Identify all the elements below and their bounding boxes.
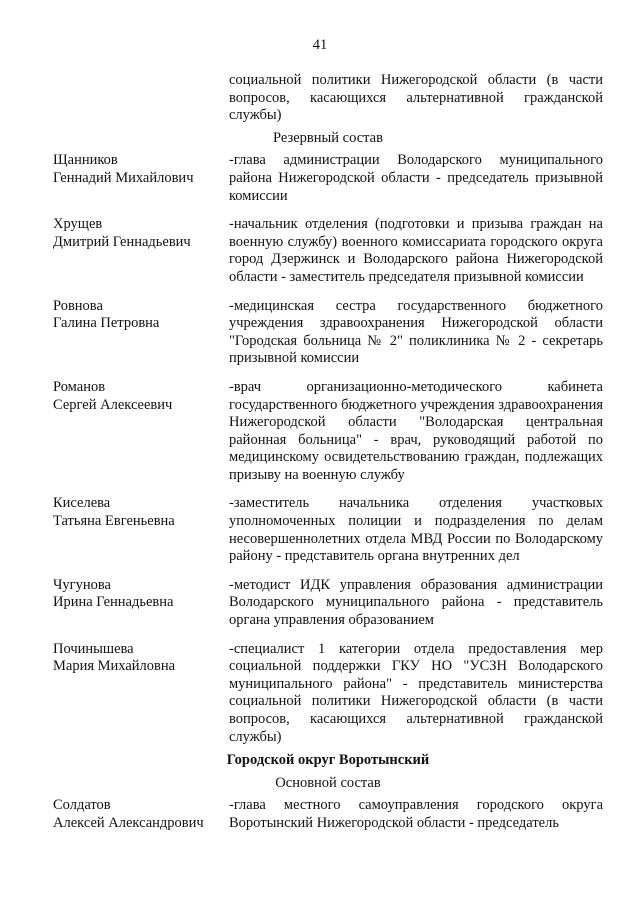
- member-role: -медицинская сестра государственного бюджетного учреждения здравоохранения Нижегородской области "Городская больница № 2" поликлиника № 2 - секретарь призывной комиссии: [229, 297, 603, 367]
- member-surname: Чугунова: [53, 576, 111, 593]
- member-row: [53, 379, 603, 485]
- member-name: [53, 216, 229, 286]
- member-given-names: Геннадий Михайлович: [53, 169, 194, 186]
- reserve-heading: Резервный состав: [273, 129, 383, 146]
- district-heading: Городской округ Воротынский: [226, 752, 430, 769]
- member-surname: Починышева: [53, 640, 134, 657]
- continued-role-text: социальной политики Нижегородской области (в части вопросов, касающихся альтернативной гражданской службы): [229, 72, 603, 124]
- member-row: [53, 152, 603, 205]
- member-row: [53, 797, 603, 832]
- main-composition-heading: Основной состав: [275, 774, 381, 791]
- member-name: [53, 152, 229, 205]
- member-given-names: Мария Михайловна: [53, 658, 176, 675]
- member-surname: Романов: [53, 378, 106, 395]
- member-name: [53, 641, 229, 747]
- member-role: -специалист 1 категории отдела предоставления мер социальной поддержки ГКУ НО "УСЗН Володарского муниципального района" - представитель министерства социальной политики Нижегородской области (в части вопросов, касающихся альтернативной гражданской службы): [229, 640, 603, 745]
- member-given-names: Татьяна Евгеньевна: [53, 513, 175, 530]
- member-name: [53, 298, 229, 368]
- member-given-names: Ирина Геннадьевна: [53, 594, 174, 611]
- member-row: [53, 216, 603, 286]
- member-role: -начальник отделения (подготовки и призыва граждан на военную службу) военного комиссариата городского округа город Дзержинск и Володарского района Нижегородской области - заместитель председателя призывной комиссии: [229, 216, 603, 285]
- member-row: [53, 641, 603, 747]
- member-row: [53, 495, 603, 565]
- member-role: -глава администрации Володарского муниципального района Нижегородской области - председатель призывной комиссии: [229, 152, 603, 204]
- member-given-names: Сергей Алексеевич: [53, 396, 173, 413]
- member-row: [53, 298, 603, 368]
- member-row: [53, 577, 603, 630]
- member-name: [53, 577, 229, 630]
- member-surname: Хрущев: [53, 216, 103, 233]
- member-role: -врач организационно-методического кабинета государственного бюджетного учреждения здравоохранения Нижегородской области "Володарская центральная районная больница" - врач, руководящий работой по медицинскому освидетельствованию граждан, подлежащих призыву на военную службу: [229, 378, 603, 483]
- member-role: -заместитель начальника отделения участковых уполномоченных полиции и подразделения по делам несовершеннолетних отдела МВД России по Володарскому району - представитель органа внутренних дел: [229, 495, 603, 565]
- member-surname: Киселева: [53, 495, 111, 512]
- member-surname: Солдатов: [53, 797, 111, 814]
- member-surname: Щанников: [53, 152, 118, 169]
- page-number: 41: [312, 37, 328, 53]
- member-given-names: Галина Петровна: [53, 315, 160, 332]
- member-name: [53, 797, 229, 832]
- member-role: -глава местного самоуправления городского округа Воротынский Нижегородской области - председатель: [229, 797, 603, 831]
- member-given-names: Дмитрий Геннадьевич: [53, 233, 191, 250]
- member-role: -методист ИДК управления образования администрации Володарского муниципального района - представитель органа управления образованием: [229, 576, 603, 629]
- member-name: [53, 495, 229, 565]
- member-surname: Ровнова: [53, 297, 103, 314]
- member-given-names: Алексей Александрович: [53, 814, 204, 831]
- document-body: [53, 72, 603, 833]
- member-name: [53, 379, 229, 485]
